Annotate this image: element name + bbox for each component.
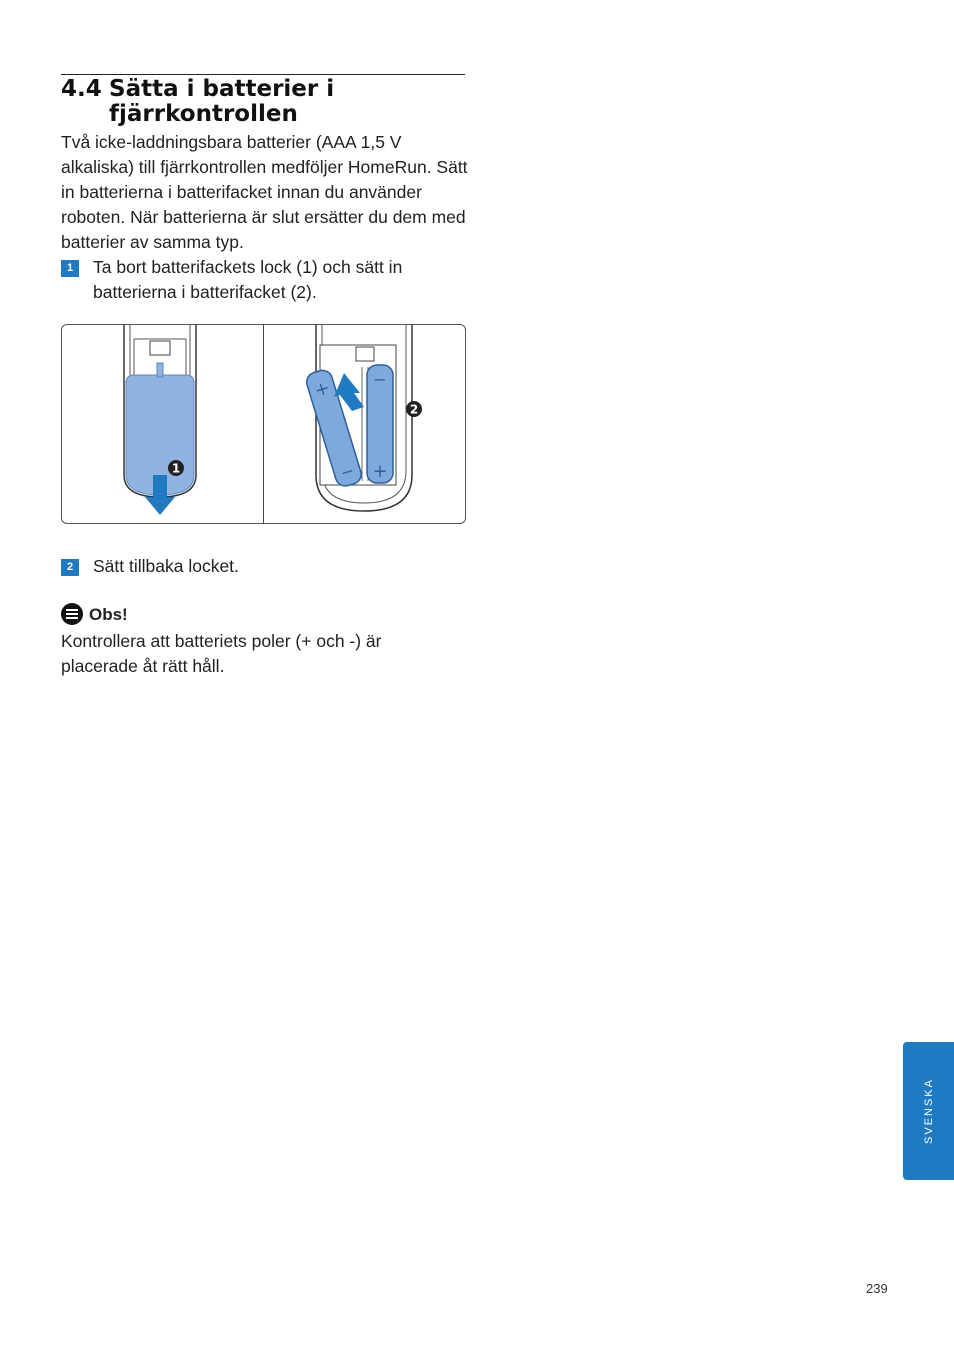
heading-rule xyxy=(61,74,465,75)
section-heading xyxy=(61,77,471,127)
section-title-line1: Sätta i batterier i xyxy=(109,76,335,102)
note-label: Obs! xyxy=(89,605,128,624)
battery-minus-label: − xyxy=(373,370,387,389)
note-icon xyxy=(61,603,83,625)
battery-tilted-minus-label: − xyxy=(338,460,357,483)
step-1-text: Ta bort batterifackets lock (1) och sätt in batterierna i batterifacket (2). xyxy=(93,257,403,302)
section-number: 4.4 xyxy=(61,76,102,102)
battery-insertion-drawing xyxy=(264,325,465,523)
callout-1-label: 1 xyxy=(171,461,181,476)
note-text: Kontrollera att batteriets poler (+ och -) är placerade åt rätt håll. xyxy=(61,631,382,676)
note-heading xyxy=(61,603,128,627)
language-tab xyxy=(903,1042,954,1180)
step-2 xyxy=(61,554,471,579)
step-2-badge: 2 xyxy=(61,559,79,576)
language-tab-label: SVENSKA xyxy=(922,1078,935,1144)
intro-paragraph: Två icke-laddningsbara batterier (AAA 1,5 V alkaliska) till fjärrkontrollen medföljer HomeRun. Sätt in batterierna i batterifacket innan du använder roboten. När batterierna är slut ersätter du dem med batterier av samma typ. xyxy=(61,132,468,252)
step-1 xyxy=(61,255,471,305)
battery-illustration xyxy=(61,324,466,524)
remote-cover-removal-drawing xyxy=(62,325,263,523)
battery-plus-label: + xyxy=(372,461,388,482)
step-2-text: Sätt tillbaka locket. xyxy=(93,556,239,576)
section-title-line2: fjärrkontrollen xyxy=(109,101,298,127)
callout-2-label: 2 xyxy=(409,402,419,417)
page-number: 239 xyxy=(866,1281,888,1296)
step-1-badge: 1 xyxy=(61,260,79,277)
battery-tilted-plus-label: + xyxy=(311,377,333,402)
